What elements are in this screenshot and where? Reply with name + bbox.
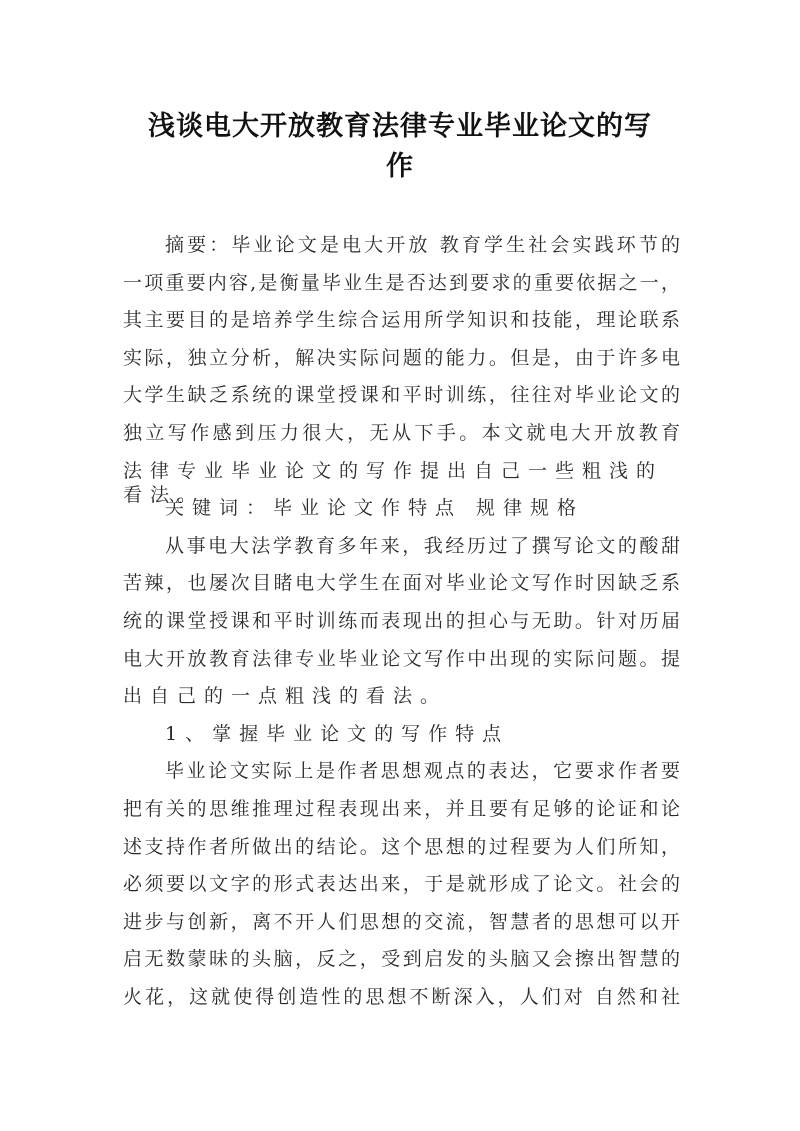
text-line: 把有关的思维推理过程表现出来，并且要有足够的论证和论 <box>123 798 680 820</box>
text-line: 关键词：毕业论文作特点 规律规格 <box>165 497 585 520</box>
document-title-line-2: 作 <box>386 151 414 182</box>
text-line: 毕业论文实际上是作者思想观点的表达，它要求作者要 <box>165 760 680 783</box>
text-line: 进步与创新，离不开人们思想的交流，智慧者的思想可以开 <box>123 910 680 933</box>
text-line: 出自己的一点粗浅的看法。 <box>123 685 448 708</box>
text-line: 独立写作感到压力很大，无从下手。本文就电大开放教育 <box>123 422 680 444</box>
text-line: 法律专业毕业论文的写作提出自己一些粗浅的看法。 <box>123 459 664 506</box>
text-line: 实际，独立分析，解决实际问题的能力。但是，由于许多电 <box>123 346 680 369</box>
text-line: 苦辣，也屡次目睹电大学生在面对毕业论文写作时因缺乏系 <box>123 572 680 595</box>
text-line: 其主要目的是培养学生综合运用所学知识和技能，理论联系 <box>123 309 680 332</box>
text-line: 1、掌握毕业论文的写作特点 <box>165 722 510 745</box>
text-line: 统的课堂授课和平时训练而表现出的担心与无助。针对历届 <box>123 610 680 632</box>
document-title-line-1: 浅谈电大开放教育法律专业毕业论文的写 <box>148 111 652 142</box>
text-line: 述支持作者所做出的结论。这个思想的过程要为人们所知， <box>123 835 680 858</box>
text-line: 电大开放教育法律专业毕业论文写作中出现的实际问题。提 <box>123 647 680 670</box>
text-line: 大学生缺乏系统的课堂授课和平时训练，往往对毕业论文的 <box>123 384 680 407</box>
text-line: 从事电大法学教育多年来，我经历过了撰写论文的酸甜 <box>165 534 680 557</box>
text-line: 必须要以文字的形式表达出来，于是就形成了论文。社会的 <box>123 873 680 896</box>
text-line: 火花，这就使得创造性的思想不断深入，人们对 自然和社 <box>123 986 680 1008</box>
text-line: 摘要：毕业论文是电大开放 教育学生社会实践环节的 <box>165 234 680 256</box>
text-line: 一项重要内容,是衡量毕业生是否达到要求的重要依据之一， <box>123 271 680 294</box>
text-line: 启无数蒙昧的头脑，反之，受到启发的头脑又会擦出智慧的 <box>123 948 680 971</box>
